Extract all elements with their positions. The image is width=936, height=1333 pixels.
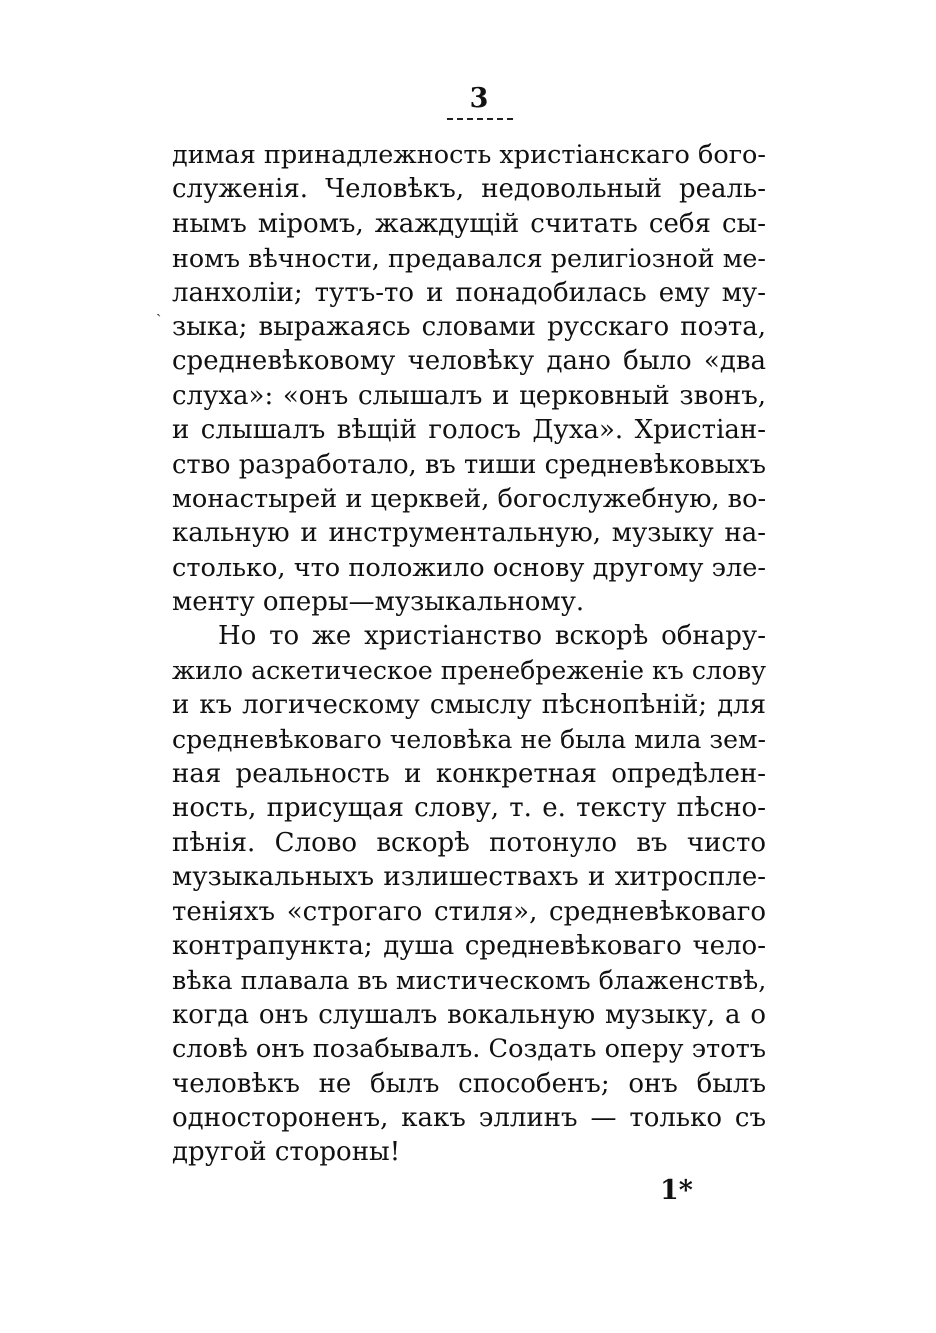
text-line: кальную и инструментальную, музыку на- — [172, 518, 766, 549]
text-line: нымъ міромъ, жаждущій считать себя сы- — [172, 208, 766, 239]
text-line: Но то же христіанство вскорѣ обнару- — [218, 621, 766, 652]
text-line: жило аскетическое пренебреженіе къ слову — [172, 655, 766, 685]
paragraph-2 — [172, 619, 766, 1169]
text-line: когда онъ слушалъ вокальную музыку, а о — [172, 999, 766, 1030]
text-line: пѣнія. Слово вскорѣ потонуло въ чисто — [172, 827, 766, 858]
paragraph-1 — [172, 138, 766, 619]
text-line: ность, присущая слову, т. е. тексту пѣсно- — [172, 793, 766, 824]
page-number: 3 — [469, 83, 489, 114]
text-line: ланхоліи; тутъ-то и понадобилась ему му- — [172, 277, 766, 308]
text-line: монастырей и церквей, богослужебную, во- — [172, 483, 767, 514]
text-line: менту оперы—музыкальному. — [172, 587, 585, 618]
text-line: человѣкъ не былъ способенъ; онъ былъ — [172, 1068, 766, 1099]
text-line: музыкальныхъ излишествахъ и хитроспле- — [172, 862, 766, 893]
text-line: слуха»: «онъ слышалъ и церковный звонъ, — [172, 380, 766, 411]
text-line: средневѣковому человѣку дано было «два — [172, 346, 766, 377]
text-line: словѣ онъ позабывалъ. Создать оперу этотъ — [172, 1034, 766, 1065]
text-line: и къ логическому смыслу пѣснопѣній; для — [172, 690, 766, 721]
body-text — [172, 138, 766, 1170]
text-line: вѣка плавала въ мистическомъ блаженствѣ, — [172, 965, 767, 996]
text-line: другой стороны! — [172, 1137, 401, 1168]
text-line: средневѣковаго человѣка не была мила зем- — [172, 724, 767, 754]
text-line: димая принадлежность христіанскаго бого- — [172, 140, 766, 170]
text-line: теніяхъ «строгаго стиля», средневѣковаго — [172, 896, 766, 927]
text-line: и слышалъ вѣщій голосъ Духа». Христіан- — [172, 415, 766, 446]
text-line: зыка; выражаясь словами русскаго поэта, — [172, 311, 766, 342]
text-line: ная реальность и конкретная опредѣлен- — [172, 759, 766, 790]
header-rule — [447, 118, 513, 120]
text-line: ство разработало, въ тиши средневѣковыхъ — [172, 449, 766, 480]
text-line: номъ вѣчности, предавался религіозной ме- — [172, 243, 766, 274]
signature-mark: 1* — [660, 1175, 693, 1206]
text-line: одностороненъ, какъ эллинъ — только съ — [172, 1102, 766, 1133]
text-line: столько, что положило основу другому эле- — [172, 552, 766, 583]
text-line: служенія. Человѣкъ, недовольный реаль- — [172, 174, 766, 205]
margin-mark: ˎ — [156, 298, 162, 317]
text-line: контрапункта; душа средневѣковаго чело- — [172, 930, 766, 961]
